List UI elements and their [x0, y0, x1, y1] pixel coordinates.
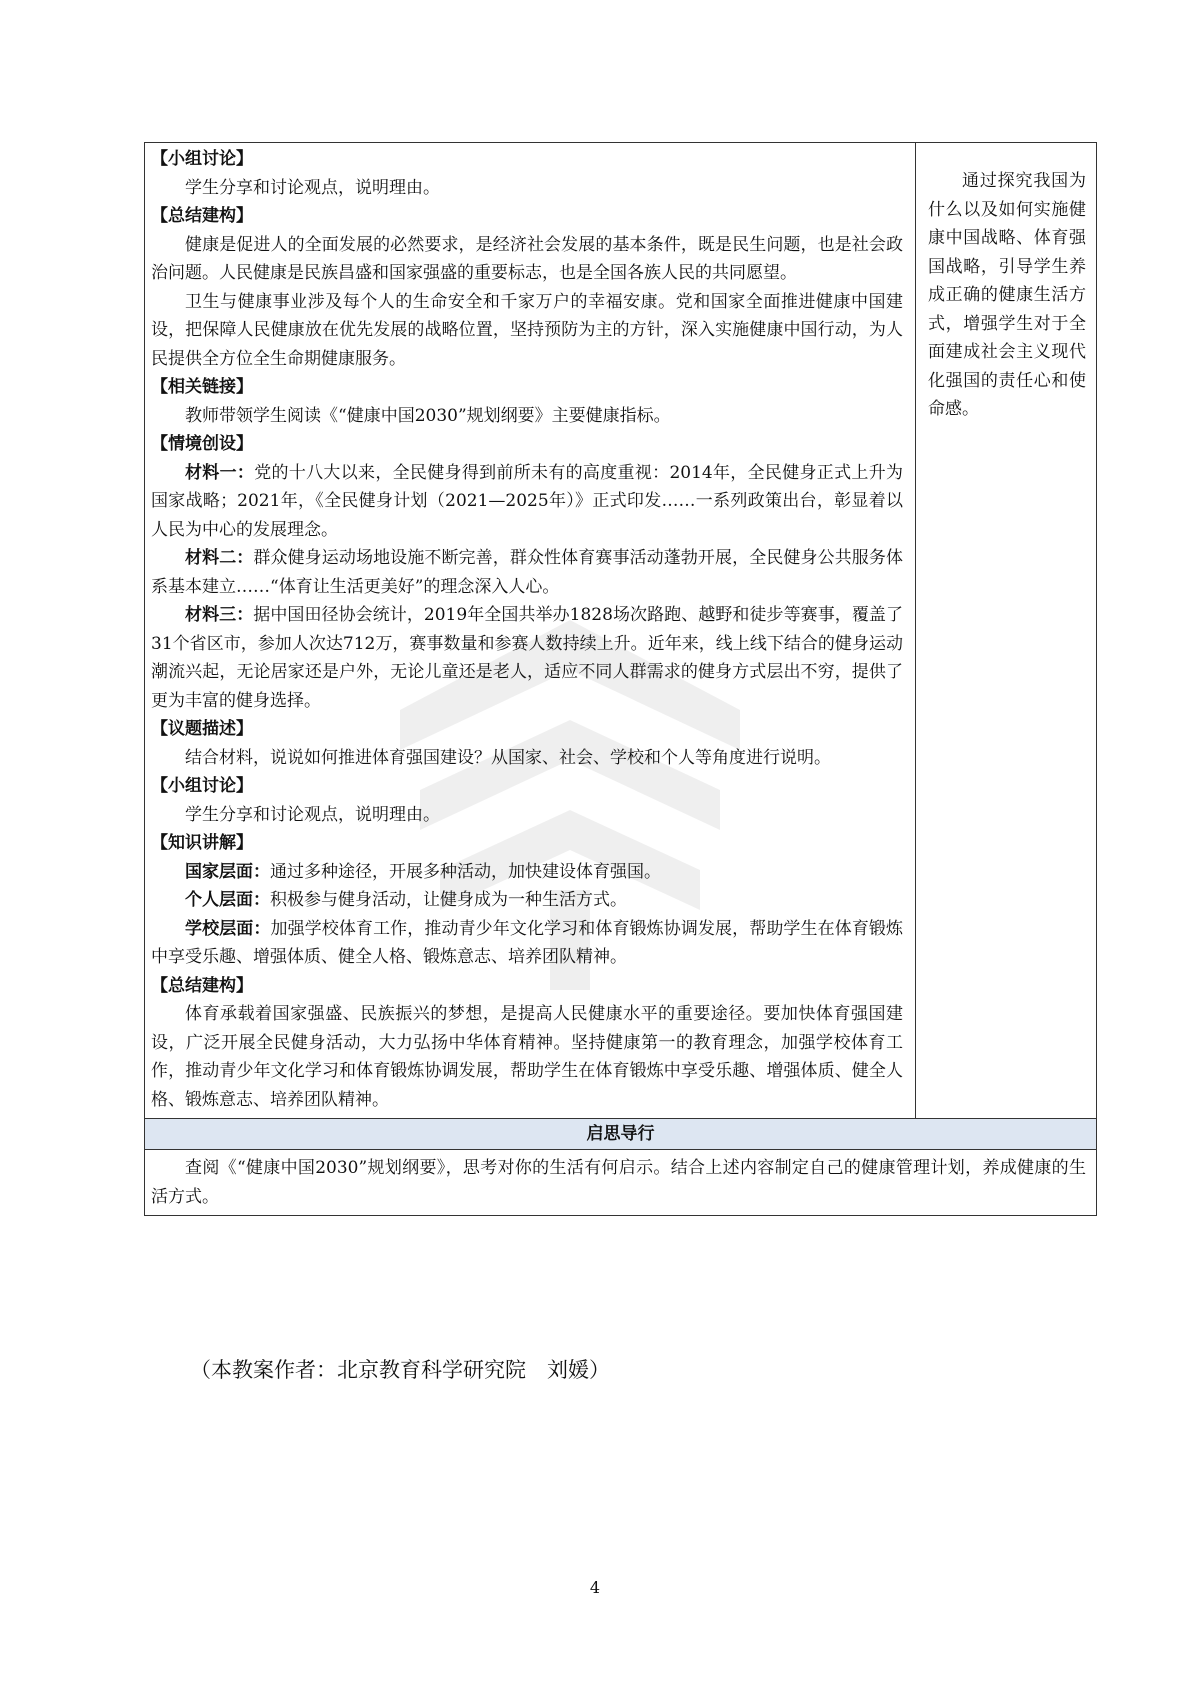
section-paragraph [151, 402, 903, 431]
reflection-cell [145, 1150, 1097, 1216]
paragraph-lead: 材料一： [185, 462, 255, 483]
section-heading: 【总结建构】 [151, 206, 253, 226]
section-paragraph [151, 915, 903, 972]
section-paragraph [151, 459, 903, 545]
section-paragraph [151, 801, 903, 830]
section-paragraph [151, 601, 903, 715]
paragraph-text: 结合材料，说说如何推进体育强国建设？从国家、社会、学校和个人等角度进行说明。 [185, 747, 831, 768]
design-intent-cell [916, 143, 1097, 1119]
paragraph-text: 教师带领学生阅读《“健康中国2030”规划纲要》主要健康指标。 [185, 405, 671, 426]
paragraph-text: 体育承载着国家强盛、民族振兴的梦想，是提高人民健康水平的重要途径。要加快体育强国建设，广泛开展全民健身活动，大力弘扬中华体育精神。坚持健康第一的教育理念，加强学校体育工作，推动青少年文化学习和体育锻炼协调发展，帮助学生在体育锻炼中享受乐趣、增强体质、健全人格、锻炼意志、培养团队精神。 [151, 1004, 903, 1110]
paragraph-text: 积极参与健身活动，让健身成为一种生活方式。 [270, 890, 627, 910]
paragraph-text: 通过多种途径，开展多种活动，加快建设体育强国。 [270, 861, 661, 882]
section-paragraph [151, 288, 903, 374]
section-heading: 【总结建构】 [151, 975, 253, 996]
author-credit: （本教案作者：北京教育科学研究院 刘媛） [190, 1358, 610, 1382]
reflection-text: 查阅《“健康中国2030”规划纲要》，思考对你的生活有何启示。结合上述内容制定自己的健康管理计划，养成健康的生活方式。 [151, 1158, 1086, 1207]
paragraph-text: 学生分享和讨论观点，说明理由。 [185, 177, 440, 198]
paragraph-text: 学生分享和讨论观点，说明理由。 [185, 804, 440, 825]
paragraph-lead: 材料二： [185, 548, 254, 568]
design-intent-text: 通过探究我国为什么以及如何实施健康中国战略、体育强国战略，引导学生养成正确的健康生活方式，增强学生对于全面建成社会主义现代化强国的责任心和使命感。 [928, 171, 1086, 419]
section-heading: 【小组讨论】 [151, 776, 253, 796]
section-heading: 【议题描述】 [151, 719, 253, 739]
paragraph-text: 据中国田径协会统计，2019年全国共举办1828场次路跑、越野和徒步等赛事，覆盖了31个省区市，参加人次达712万，赛事数量和参赛人数持续上升。近年来，线上线下结合的健身运动潮流兴起，无论居家还是户外，无论儿童还是老人，适应不同人群需求的健身方式层出不穷，提供了更为丰富的健身选择。 [151, 605, 904, 711]
section-paragraph [151, 744, 903, 773]
lesson-table [144, 142, 1097, 1216]
page-number: 4 [589, 1578, 601, 1597]
paragraph-text: 卫生与健康事业涉及每个人的生命安全和千家万户的幸福安康。党和国家全面推进健康中国建设，把保障人民健康放在优先发展的战略位置，坚持预防为主的方针，深入实施健康中国行动，为人民提供全方位全生命期健康服务。 [151, 291, 903, 369]
section-heading: 【小组讨论】 [151, 149, 253, 169]
paragraph-text: 加强学校体育工作，推动青少年文化学习和体育锻炼协调发展，帮助学生在体育锻炼中享受乐趣、增强体质、健全人格、锻炼意志、培养团队精神。 [151, 918, 904, 967]
section-heading: 【知识讲解】 [151, 833, 253, 853]
lesson-content-cell [145, 143, 916, 1119]
section-paragraph [151, 544, 903, 601]
section-heading: 【情境创设】 [151, 434, 253, 454]
section-paragraph [151, 231, 903, 288]
paragraph-lead: 国家层面： [185, 861, 270, 882]
section-paragraph [151, 174, 903, 203]
paragraph-text: 健康是促进人的全面发展的必然要求，是经济社会发展的基本条件，既是民生问题，也是社会政治问题。人民健康是民族昌盛和国家强盛的重要标志，也是全国各族人民的共同愿望。 [151, 234, 903, 283]
paragraph-lead: 学校层面： [185, 918, 271, 939]
paragraph-text: 群众健身运动场地设施不断完善，群众性体育赛事活动蓬勃开展，全民健身公共服务体系基本建立……“体育让生活更美好”的理念深入人心。 [151, 548, 903, 597]
paragraph-lead: 个人层面： [185, 890, 270, 910]
section-paragraph [151, 1000, 903, 1114]
section-paragraph [151, 858, 903, 887]
section-heading: 【相关链接】 [151, 377, 253, 397]
paragraph-lead: 材料三： [185, 605, 254, 625]
lesson-sections [151, 145, 903, 1114]
section-band-title: 启思导行 [145, 1119, 1097, 1150]
section-paragraph [151, 886, 903, 915]
paragraph-text: 党的十八大以来，全民健身得到前所未有的高度重视：2014年，全民健身正式上升为国家战略；2021年，《全民健身计划（2021—2025年）》正式印发……一系列政策出台，彰显着以人民为中心的发展理念。 [151, 462, 904, 540]
